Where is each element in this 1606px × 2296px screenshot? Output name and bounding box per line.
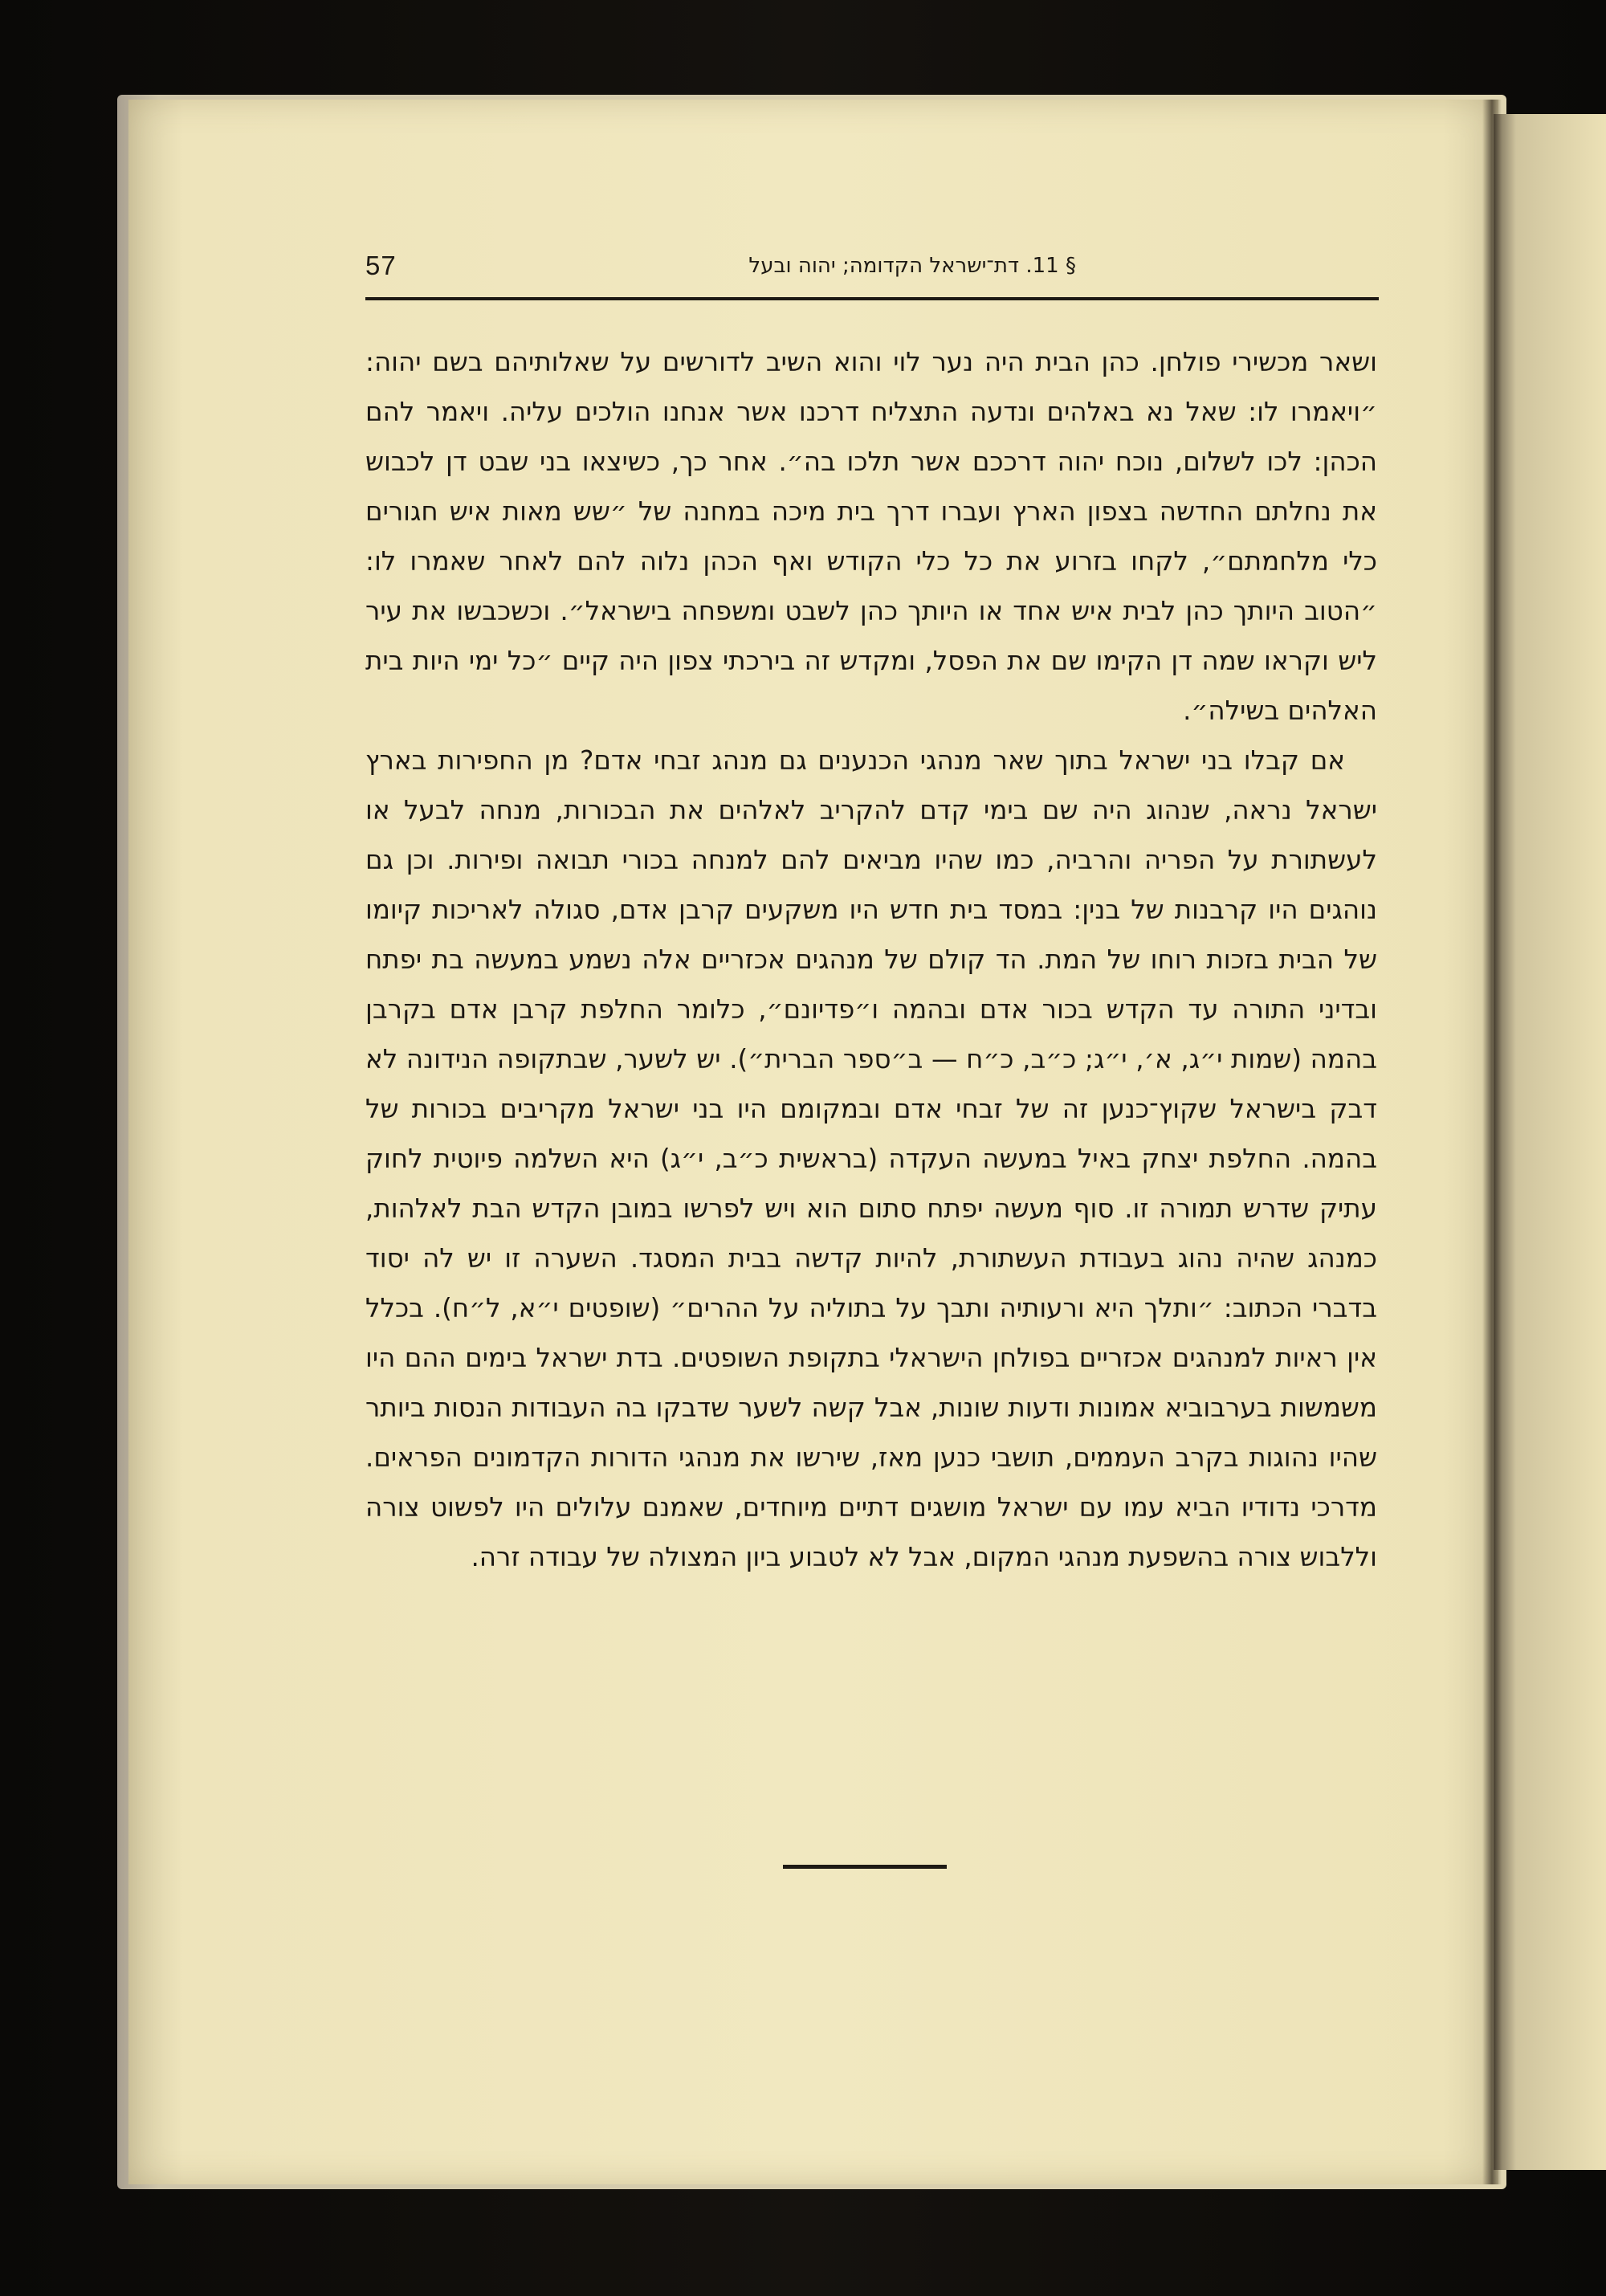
paragraph-1: ושאר מכשירי פולחן. כהן הבית היה נער לוי והוא השיב לדורשים על שאלותיהם בשם יהוה: ״ויאמרו לו: שאל נא באלהים ונדעה התצליח דרכנו אשר אנחנו הולכים עליה. ויאמר להם הכהן: לכו לשלום, נוכח יהוה דרככם אשר תלכו בה״. אחר כך, כשיצאו בני שבט דן לכבוש את נחלתם החדשה בצפון הארץ ועברו דרך בית מיכה במחנה של ״שש מאות איש חגורים כלי מלחמתם״, לקחו בזרוע את כל כלי הקודש ואף הכהן נלוה להם לאחר שאמרו לו: ״הטוב היותך כהן לבית איש אחד או היותך כהן לשבט ומשפחה בישראל״. וכשכבשו את עיר ליש וקראו שמה דן הקימו שם את הפסל, ומקדש זה בירכתי צפון היה קיים ״כל ימי היות בית האלהים בשילה״. xyxy=(365,347,1377,726)
running-head: § 11. דת־ישראל הקדומה; יהוה ובעל xyxy=(748,254,1076,278)
facing-page-edge xyxy=(1494,114,1606,2170)
header-rule xyxy=(365,297,1379,300)
page-number: 57 xyxy=(365,251,397,280)
paragraph-2: אם קבלו בני ישראל בתוך שאר מנהגי הכנענים גם מנהג זבחי אדם? מן החפירות בארץ ישראל נראה, שנהוג היה שם בימי קדם להקריב לאלהים את הבכורות, מנחה לבעל או לעשתורת על הפריה והרביה, כמו שהיו מביאים להם למנחה בכורי תבואה ופירות. וכן גם נוהגים היו קרבנות של בנין: במסד בית חדש היו משקעים קרבן אדם, סגולה לאריכות קיומו של הבית בזכות רוחו של המת. הד קולם של מנהגים אכזריים אלה נשמע במעשה בת יפתח ובדיני התורה עד הקדש בכור אדם ובהמה ו״פדיונם״, כלומר החלפת קרבן אדם בקרבן בהמה (שמות י״ג, א׳, י״ג; כ״ב, כ״ח — ב״ספר הברית״). יש לשער, שבתקופה הנידונה לא דבק בישראל שקוץ־כנען זה של זבחי אדם ובמקומם היו בני ישראל מקריבים בכורות של בהמה. החלפת יצחק באיל במעשה העקדה (בראשית כ״ב, י״ג) היא השלמה פיוטית לחוק עתיק שדרש תמורה זו. סוף מעשה יפתח סתום הוא ויש לפרשו במובן הקדש הבת לאלהות, כמנהג שהיה נהוג בעבודת העשתורת, להיות קדשה בבית המסגד. השערה זו יש לה יסוד בדברי הכתוב: ״ותלך היא ורעותיה ותבך על בתוליה על ההרים״ (שופטים י״א, ל״ח). בכלל אין ראיות למנהגים אכזריים בפולחן הישראלי בתקופת השופטים. בדת ישראל בימים ההם היו משמשות בערבוביא אמונות ודעות שונות, אבל קשה לשער שדבקו בה העבודות הנסות ביותר שהיו נהוגות בקרב העממים, תושבי כנען מאז, שירשו את מנהגי הדורות הקדמונים הפראים. מדרכי נדודיו הביא עמו עם ישראל מושגים דתיים מיוחדים, שאמנם עלולים היו לפשוט צורה וללבוש צורה בהשפעת מנהגי המקום, אבל לא לטבוע ביון המצולה של עבודה זרה. xyxy=(365,745,1377,1572)
end-rule xyxy=(783,1865,947,1869)
body-text xyxy=(365,337,1377,1582)
spine-shadow xyxy=(1482,100,1502,2184)
